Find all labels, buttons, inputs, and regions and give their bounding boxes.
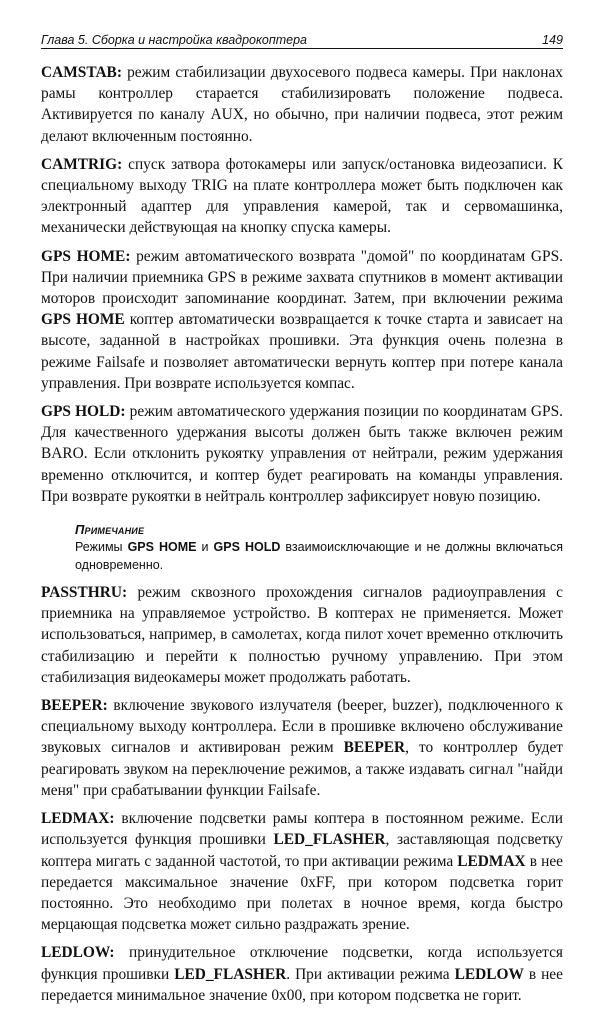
inline-term: LED_FLASHER: [174, 965, 287, 983]
chapter-title: Глава 5. Сборка и настройка квадрокоптера: [41, 33, 307, 47]
running-header: [41, 33, 563, 49]
paragraph-camstab: CAMSTAB: режим стабилизации двухосевого подвеса камеры. При наклонах рамы контроллер старается стабилизировать положение подвеса. Активируется по каналу AUX, но обычно, при наличии подвеса, этот режим делают включенным постоянно.: [41, 64, 563, 145]
term-passthru: PASSTHRU:: [41, 584, 128, 602]
paragraph-ledlow: LEDLOW: принудительное отключение подсветки, когда используется функция прошивки LED_FLASHER. При активации режима LEDLOW в нее передается минимальное значение 0x00, при котором подсветка не горит.: [41, 944, 563, 1004]
term-beeper: BEEPER:: [41, 697, 108, 715]
term-camtrig: CAMTRIG:: [41, 155, 123, 173]
page-number: 149: [542, 33, 563, 47]
body-text: [41, 62, 563, 1006]
paragraph-ledmax: LEDMAX: включение подсветки рамы коптера в постоянном режиме. Если используется функция прошивки LED_FLASHER, заставляющая подсветку коптера мигать с заданной частотой, то при активации режима LEDMAX в нее передается максимальное значение 0xFF, при котором подсветка горит постоянно. Это необходимо при полетах в ночное время, когда быстро мерцающая подсветка может сильно раздражать зрение.: [41, 810, 564, 934]
inline-term: LEDLOW: [454, 965, 524, 983]
inline-term: GPS HOME: [41, 311, 125, 329]
inline-term: LEDMAX: [457, 852, 526, 870]
inline-term: BEEPER: [343, 739, 406, 757]
term-gps-hold: GPS HOLD:: [41, 403, 126, 421]
paragraph-gps-home: GPS HOME: режим автоматического возврата "домой" по координатам GPS. При наличии приемника GPS в режиме захвата спутников в момент активации моторов происходит запоминание координат. Затем, при включении режима GPS HOME коптер автоматически возвращается к точке старта и зависает на высоте, заданной в настройках прошивки. Эта функция очень полезна в режиме Failsafe и позволяет автоматически вернуть коптер при потере канала управления. При возврате используется компас.: [41, 247, 563, 392]
book-page: [41, 33, 563, 1013]
inline-term: LED_FLASHER: [273, 831, 386, 849]
note-text: Режимы GPS HOME и GPS HOLD взаимоисключающие и не должны включаться одновременно.: [75, 540, 563, 573]
paragraph-gps-hold: GPS HOLD: режим автоматического удержания позиции по координатам GPS. Для качественного удержания высоты должен быть также включен режим BARO. Если отклонить рукоятку управления от нейтрали, режим удержания временно отключится, и коптер будет реагировать на команды управления. При возврате рукоятки в нейтраль контроллер зафиксирует новую позицию.: [41, 403, 563, 505]
term-gps-home: GPS HOME:: [41, 247, 131, 265]
term-ledmax: LEDMAX:: [41, 810, 115, 828]
paragraph-passthru: PASSTHRU: режим сквозного прохождения сигналов радиоуправления с приемника на управляемое устройство. В коптерах не применяется. Может использоваться, например, в самолетах, когда пилот хочет временно отключить стабилизацию и перейти к полностью ручному управлению. При этом стабилизация видеокамеры может продолжать работать.: [41, 584, 563, 686]
term-camstab: CAMSTAB:: [41, 64, 122, 81]
term-ledlow: LEDLOW:: [41, 944, 115, 962]
paragraph-beeper: BEEPER: включение звукового излучателя (beeper, buzzer), подключенного к специальному выходу контроллера. Если в прошивке включено обслуживание звуковых сигналов и активирован режим BEEPER, то контроллер будет реагировать звуком на переключение режимов, а также издавать сигнал "найди меня" при срабатывании функции Failsafe.: [41, 697, 563, 799]
note-block: [75, 521, 563, 574]
paragraph-camtrig: CAMTRIG: спуск затвора фотокамеры или запуск/остановка видеозаписи. К специальному выходу TRIG на плате контроллера может быть подключен как электронный адаптер для управления камерой, так и сервомашинка, механически действующая на кнопку спуска камеры.: [41, 155, 563, 237]
note-title: Примечание: [75, 522, 145, 538]
